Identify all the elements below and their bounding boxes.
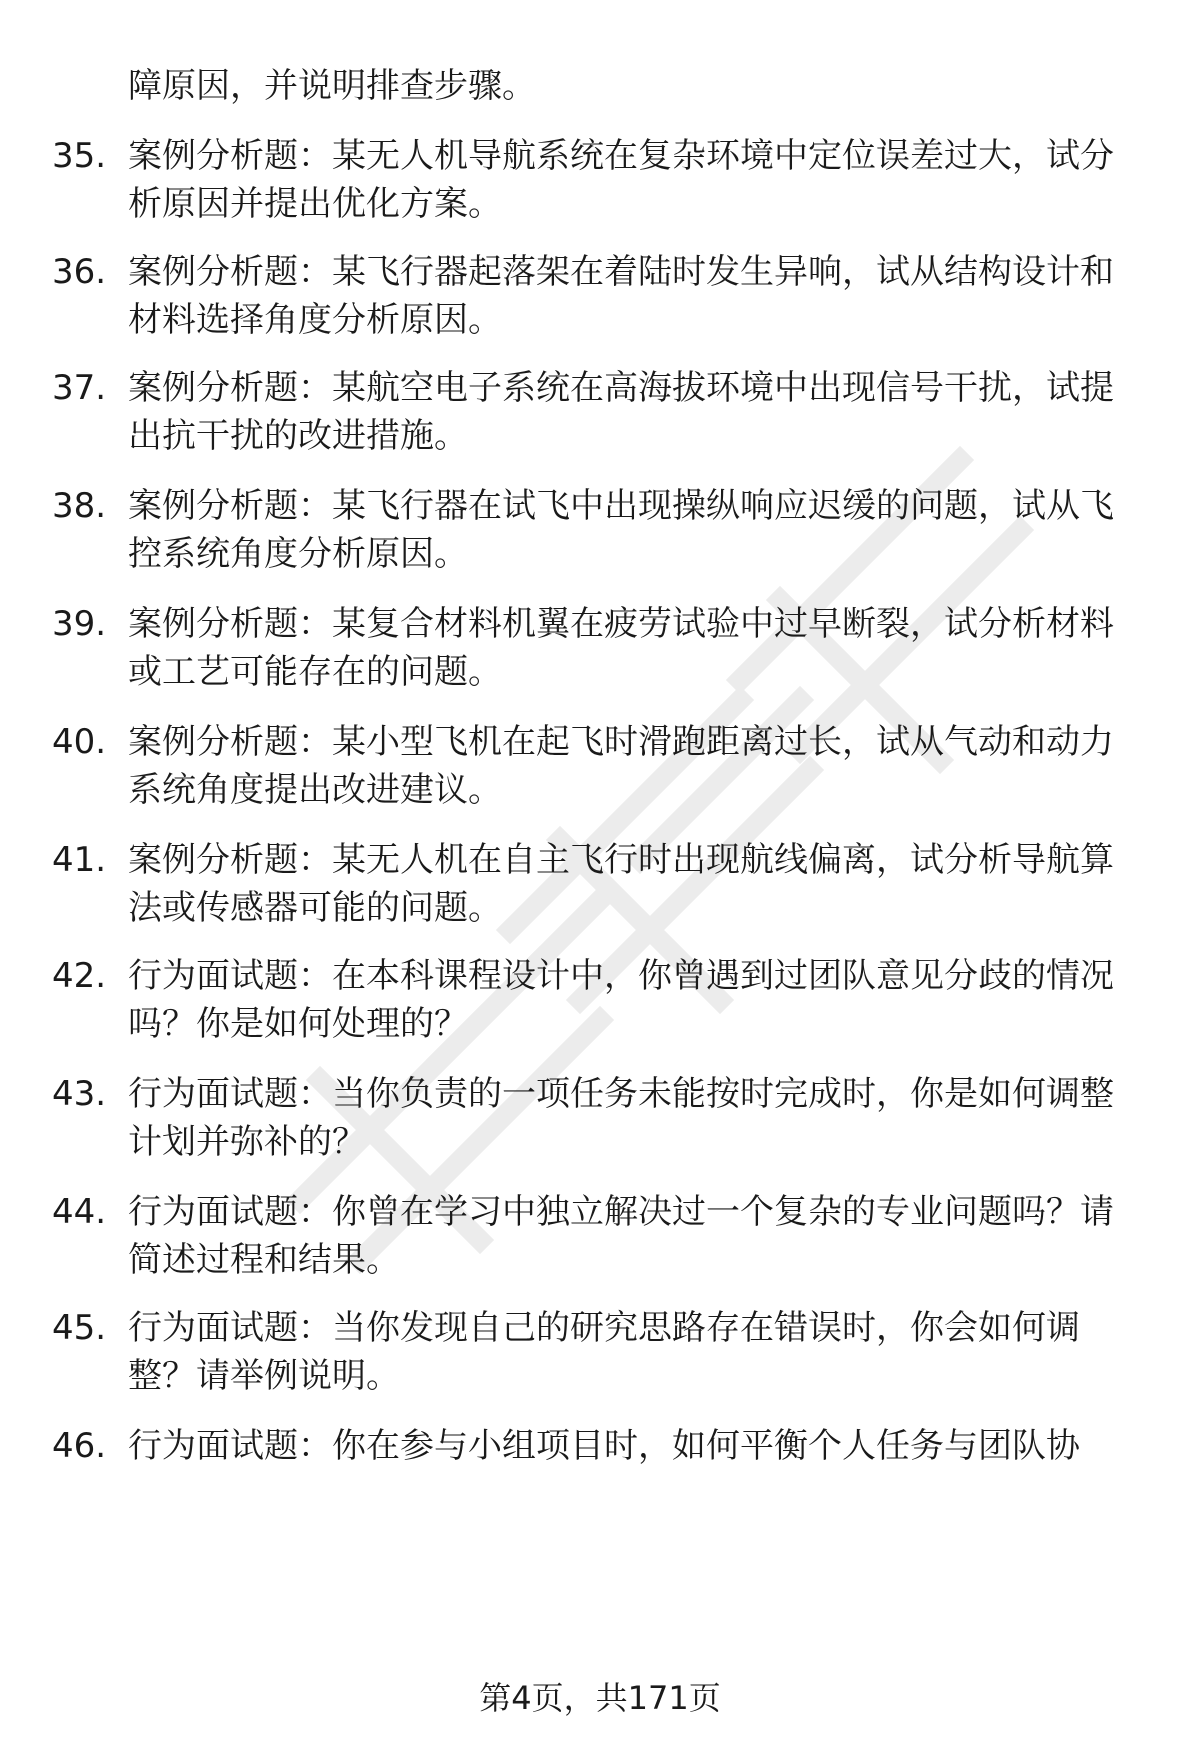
- question-text: 行为面试题：在本科课程设计中，你曾遇到过团队意见分歧的情况吗？你是如何处理的？: [128, 956, 1114, 1044]
- question-number: 39.: [52, 604, 107, 644]
- question-number: 40.: [52, 722, 107, 762]
- question-text: 行为面试题：当你发现自己的研究思路存在错误时，你会如何调整？请举例说明。: [128, 1308, 1080, 1396]
- question-text: 案例分析题：某航空电子系统在高海拔环境中出现信号干扰，试提出抗干扰的改进措施。: [128, 368, 1114, 456]
- question-text: 行为面试题：你在参与小组项目时，如何平衡个人任务与团队协: [128, 1426, 1080, 1466]
- question-number: 37.: [52, 368, 107, 408]
- question-text: 行为面试题：你曾在学习中独立解决过一个复杂的专业问题吗？请简述过程和结果。: [128, 1192, 1114, 1280]
- question-number: 44.: [52, 1192, 107, 1232]
- question-number: 35.: [52, 136, 107, 176]
- question-text: 案例分析题：某无人机在自主飞行时出现航线偏离，试分析导航算法或传感器可能的问题。: [128, 840, 1114, 928]
- question-number: 36.: [52, 252, 107, 292]
- question-text: 案例分析题：某复合材料机翼在疲劳试验中过早断裂，试分析材料或工艺可能存在的问题。: [128, 604, 1114, 692]
- question-text: 案例分析题：某小型飞机在起飞时滑跑距离过长，试从气动和动力系统角度提出改进建议。: [128, 722, 1114, 810]
- question-number: 38.: [52, 486, 107, 526]
- question-number: 45.: [52, 1308, 107, 1348]
- question-number: 42.: [52, 956, 107, 996]
- question-text: 行为面试题：当你负责的一项任务未能按时完成时，你是如何调整计划并弥补的？: [128, 1074, 1114, 1162]
- continued-question-text: 障原因，并说明排查步骤。: [128, 66, 536, 106]
- question-number: 46.: [52, 1426, 107, 1466]
- question-number: 43.: [52, 1074, 107, 1114]
- question-text: 案例分析题：某飞行器起落架在着陆时发生异响，试从结构设计和材料选择角度分析原因。: [128, 252, 1114, 340]
- question-number: 41.: [52, 840, 107, 880]
- question-text: 案例分析题：某无人机导航系统在复杂环境中定位误差过大，试分析原因并提出优化方案。: [128, 136, 1114, 224]
- question-text: 案例分析题：某飞行器在试飞中出现操纵响应迟缓的问题，试从飞控系统角度分析原因。: [128, 486, 1114, 574]
- page-footer: 第4页，共171页: [479, 1679, 721, 1717]
